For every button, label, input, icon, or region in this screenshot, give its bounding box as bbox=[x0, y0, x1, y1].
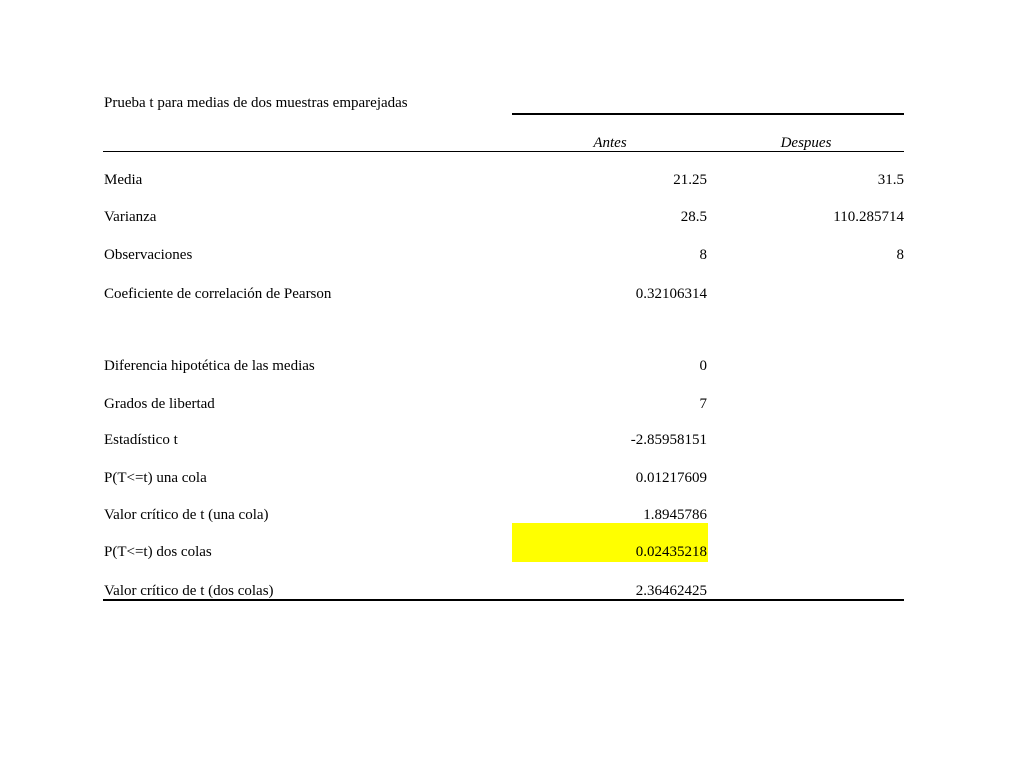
cell-media-antes: 21.25 bbox=[673, 172, 707, 188]
cell-varianza-antes: 28.5 bbox=[680, 209, 707, 225]
row-label-critico-una-cola: Valor crítico de t (una cola) bbox=[104, 507, 269, 523]
cell-critico-dos-colas-antes: 2.36462425 bbox=[635, 583, 707, 599]
row-label-p-dos-colas: P(T<=t) dos colas bbox=[104, 544, 212, 560]
column-header-antes: Antes bbox=[593, 135, 627, 151]
cell-pearson-antes: 0.32106314 bbox=[635, 286, 707, 302]
row-label-p-una-cola: P(T<=t) una cola bbox=[104, 470, 207, 486]
column-header-despues: Despues bbox=[780, 135, 832, 151]
row-label-estadistico: Estadístico t bbox=[104, 432, 178, 448]
row-label-pearson: Coeficiente de correlación de Pearson bbox=[104, 286, 332, 302]
header-rule bbox=[103, 151, 904, 152]
row-label-critico-dos-colas: Valor crítico de t (dos colas) bbox=[104, 583, 274, 599]
cell-media-despues: 31.5 bbox=[877, 172, 904, 188]
bottom-rule bbox=[103, 599, 904, 601]
row-label-media: Media bbox=[104, 172, 143, 188]
cell-estadistico-antes: -2.85958151 bbox=[630, 432, 707, 448]
table-title: Prueba t para medias de dos muestras emparejadas bbox=[104, 95, 408, 111]
row-label-varianza: Varianza bbox=[104, 209, 157, 225]
cell-observaciones-antes: 8 bbox=[699, 247, 707, 263]
row-label-diferencia: Diferencia hipotética de las medias bbox=[104, 358, 315, 374]
cell-observaciones-despues: 8 bbox=[896, 247, 904, 263]
row-label-grados: Grados de libertad bbox=[104, 396, 215, 412]
row-label-observaciones: Observaciones bbox=[104, 247, 193, 263]
cell-diferencia-antes: 0 bbox=[699, 358, 707, 374]
title-rule bbox=[512, 113, 904, 115]
cell-grados-antes: 7 bbox=[699, 396, 707, 412]
cell-critico-una-cola-antes: 1.8945786 bbox=[643, 507, 707, 523]
cell-p-dos-colas-antes: 0.02435218 bbox=[635, 544, 707, 560]
cell-p-una-cola-antes: 0.01217609 bbox=[635, 470, 707, 486]
cell-varianza-despues: 110.285714 bbox=[833, 209, 904, 225]
